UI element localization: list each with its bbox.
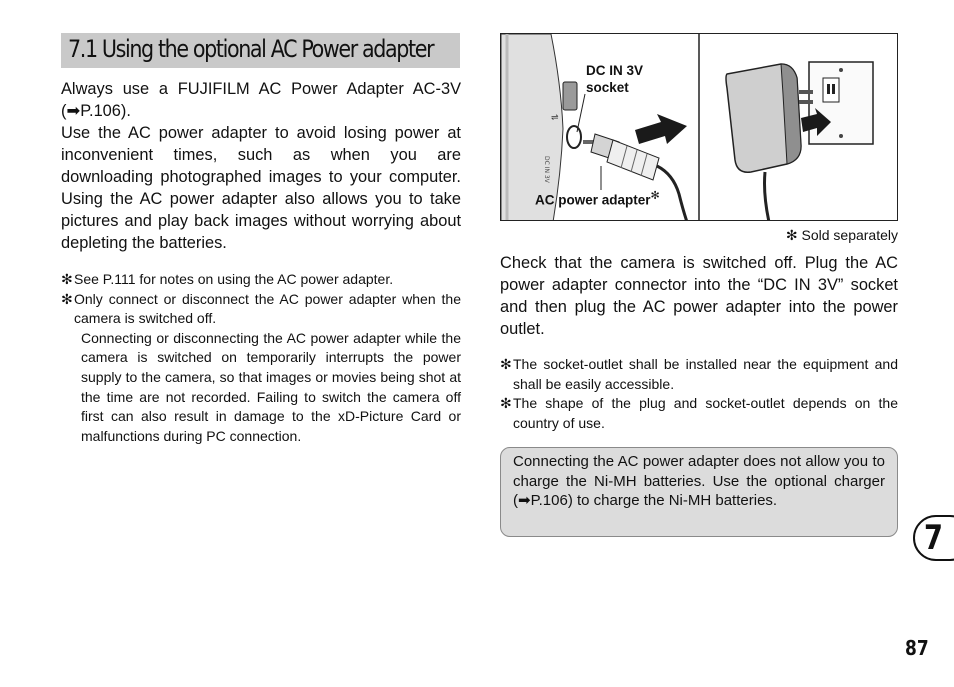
figure-caption: ✻ Sold separately <box>785 227 898 243</box>
note-item-continued <box>61 329 461 447</box>
charging-callout: Connecting the AC power adapter does not allow you to charge the Ni-MH batteries. Use the optional charger (➡P.106) to charge the Ni-MH batteries. <box>500 447 898 537</box>
outlet-receptacle <box>823 78 839 102</box>
intro-para-2: Use the AC power adapter to avoid losing power at inconvenient times, such as when you are downloading photographed images to your computer. Using the AC power adapter also allows you to take pictures and play back images without worrying about depleting the batteries. <box>61 124 461 252</box>
outlet-screw <box>839 68 843 72</box>
section-title-bar <box>61 33 460 68</box>
adapter-prong <box>799 100 813 104</box>
note-item <box>500 394 898 433</box>
note-item <box>61 290 461 329</box>
asterisk-icon: ✻ <box>61 290 73 307</box>
intro-text <box>61 78 461 254</box>
page-number: 87 <box>905 636 929 660</box>
chapter-tab <box>913 515 954 561</box>
section-title: 7.1 Using the optional AC Power adapter <box>68 35 434 63</box>
ac-adapter-label: AC power adapter✻ <box>535 190 660 208</box>
asterisk-icon: ✻ <box>500 356 512 372</box>
note-text: The shape of the plug and socket-outlet depends on the country of use. <box>513 395 898 431</box>
outlet-screw <box>839 134 843 138</box>
usb-icon: ⇌ <box>551 113 559 123</box>
intro-para-1: Always use a FUJIFILM AC Power Adapter AC-3V (➡P.106). <box>61 80 461 120</box>
chapter-number: 7 <box>924 518 943 558</box>
plug-grip <box>607 140 659 180</box>
note-item <box>61 270 461 290</box>
note-text: Connecting or disconnecting the AC power adapter while the camera is switched on temporarily interrupts the power supply to the camera, so that images or movies being shot at the time are not recorded. Failing to switch the camera off first can also result in damage to the xD-Picture Card or malfunctions during PC connection. <box>81 329 461 444</box>
asterisk-icon: ✻ <box>61 271 73 287</box>
note-text: See P.111 for notes on using the AC power adapter. <box>74 271 394 287</box>
socket-marking: DC IN 3V <box>543 156 550 183</box>
insert-arrow-icon <box>635 114 687 144</box>
connection-illustration <box>500 33 898 221</box>
adapter-prong <box>799 90 813 94</box>
left-notes <box>61 270 461 446</box>
instruction-text: Check that the camera is switched off. Plug the AC power adapter connector into the “DC IN 3V” socket and then plug the AC power adapter into the power outlet. <box>500 254 898 338</box>
right-notes <box>500 355 898 433</box>
dc-in-socket <box>567 126 581 148</box>
adapter-cable <box>657 166 687 221</box>
asterisk-icon: ✻ <box>500 395 512 412</box>
note-text: The socket-outlet shall be installed near the equipment and shall be easily accessible. <box>513 356 898 392</box>
adapter-power-cord <box>765 172 770 221</box>
usb-port <box>563 82 577 110</box>
note-text: Only connect or disconnect the AC power adapter when the camera is switched off. <box>74 290 461 327</box>
dc-in-socket-label: DC IN 3V socket <box>586 63 644 95</box>
note-item <box>500 355 898 394</box>
socket-leader-line <box>577 94 585 132</box>
